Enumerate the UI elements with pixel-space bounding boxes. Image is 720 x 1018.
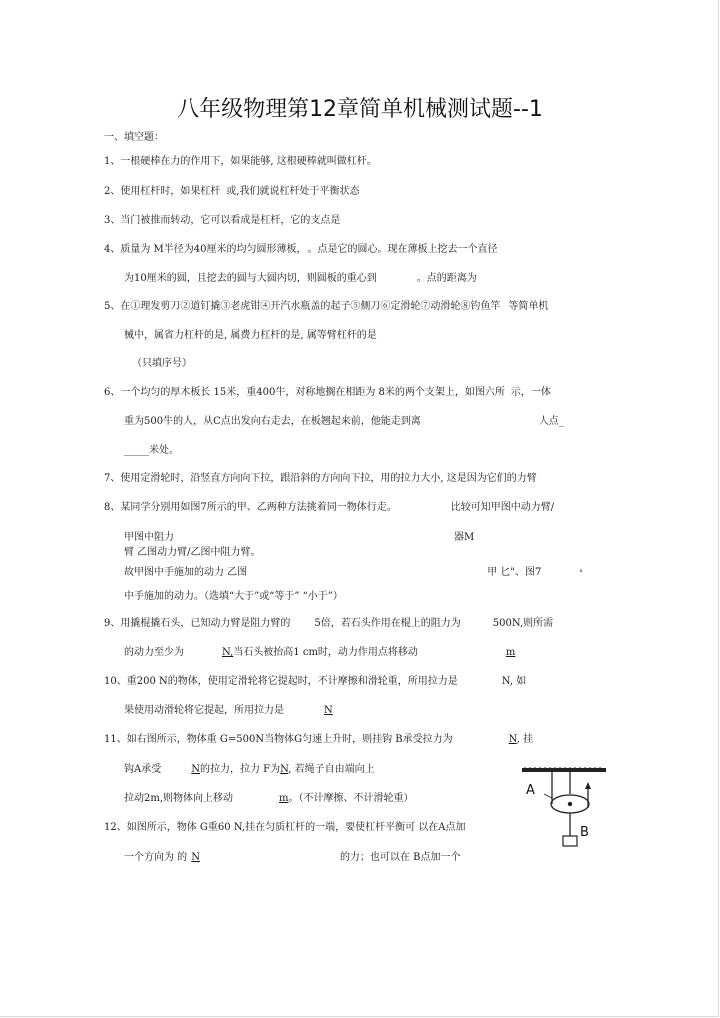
q4-text: 4、质量为 M半径为40厘米的均匀圆形薄板， 。点是它的圆心。现在薄板上挖去一个直径 — [104, 244, 498, 255]
q8-line5: 中手施加的动力。（选填“大于”或“等于” “小于”） — [124, 591, 343, 602]
force-arrow — [585, 782, 591, 789]
q9-text: 9、用撬棍撬石头，已知动力臂是阻力臂的 5倍，若石头作用在棍上的阻力为 500N,则所需 — [104, 618, 554, 629]
q5-note: （只填序号） — [132, 358, 192, 369]
q11-text: 11、如右图所示，物体重 G=500N当物体G匀速上升时，则挂钩 B承受拉力为 N, 挂 — [104, 734, 534, 745]
pulley-diagram — [520, 764, 616, 854]
q4-text-cont: 为10厘米的圆，且挖去的圆与大圆内切，则圆板的重心到 。点的距离为 — [124, 273, 477, 284]
q5-text-cont: 械中，属省力杠杆的是, 属费力杠杆的是, 属等臂杠杆的是 — [124, 330, 377, 341]
q1-text: 1、一根硬棒在力的作用下，如果能够, 这根硬棒就叫做杠杆。 — [104, 156, 377, 167]
q10-text: 10、重200 N的物体，使用定滑轮将它提起时，不计摩擦和滑轮重，所用拉力是 N, 如 — [104, 676, 527, 687]
q12-text: 12、如图所示，物体 G重60 N,挂在匀质杠杆的一端，要使杠杆平衡可 以在A点加 — [104, 822, 466, 833]
label-a-pointer — [544, 794, 552, 798]
q8-line2: 甲图中阻力 器M — [124, 532, 475, 543]
section-heading: 一、填空题： — [104, 132, 164, 143]
q6-text: 6、一个均匀的厚木板长 15米，重400牛，对称地搁在相距为 8米的两个支架上，如图六所 示，一体 — [104, 387, 551, 398]
q10-text-cont: 果使用动滑轮将它提起，所用拉力是 N — [124, 705, 333, 716]
ceiling-beam — [522, 768, 606, 772]
label-a: A — [526, 783, 535, 798]
q8-line4: 故甲图中手施加的动力 乙图 甲 匕"、图7 ° — [124, 567, 583, 578]
weight-box — [563, 836, 577, 846]
q3-text: 3、当门被推而转动，它可以看成是杠杆，它的支点是 — [104, 215, 341, 226]
q9-text-cont: 的动力至少为 N,当石头被抬高1 cm时，动力作用点将移动 m — [124, 647, 516, 658]
q7-text: 7、使用定滑轮时，沿竖直方向向下拉，跟沿斜的方向向下拉，用的拉力大小, 这是因为它们的力臂 — [104, 473, 537, 484]
q6-blank: _____米处。 — [124, 445, 179, 456]
label-b: B — [580, 825, 589, 840]
page-title: 八年级物理第12章简单机械测试题--1 — [177, 97, 543, 122]
q2-text: 2、使用杠杆时，如果杠杆 或,我们就说杠杆处于平衡状态 — [104, 186, 360, 197]
q11-line3: 拉动2m,则物体向上移动 m。（不计摩擦、不计滑轮重） — [124, 793, 414, 804]
pulley-axle — [568, 802, 572, 806]
q8-text: 8、某同学分别用如图7所示的甲、乙两种方法挑着同一物体行走。 比较可知甲图中动力臂/ — [104, 502, 555, 513]
q11-line2: 钩A承受 N的拉力，拉力 F为N, 若绳子自由端向上 — [124, 764, 375, 775]
q5-text: 5、在①理发剪刀②道钉撬③老虎钳④开汽水瓶盖的起子⑤侧刀⑥定滑轮⑦动滑轮⑧钓鱼竿 等简单机 — [104, 301, 549, 312]
q6-text-cont: 重为500牛的人，从C点出发向右走去，在板翘起来前，他能走到离 人点_ — [124, 416, 564, 427]
q12-text-cont: 一个方向为 的 N 的力；也可以在 B点加一个 — [124, 852, 461, 863]
q8-line3: 臂 乙图动力臂/乙图中阻力臂。 — [124, 547, 261, 558]
